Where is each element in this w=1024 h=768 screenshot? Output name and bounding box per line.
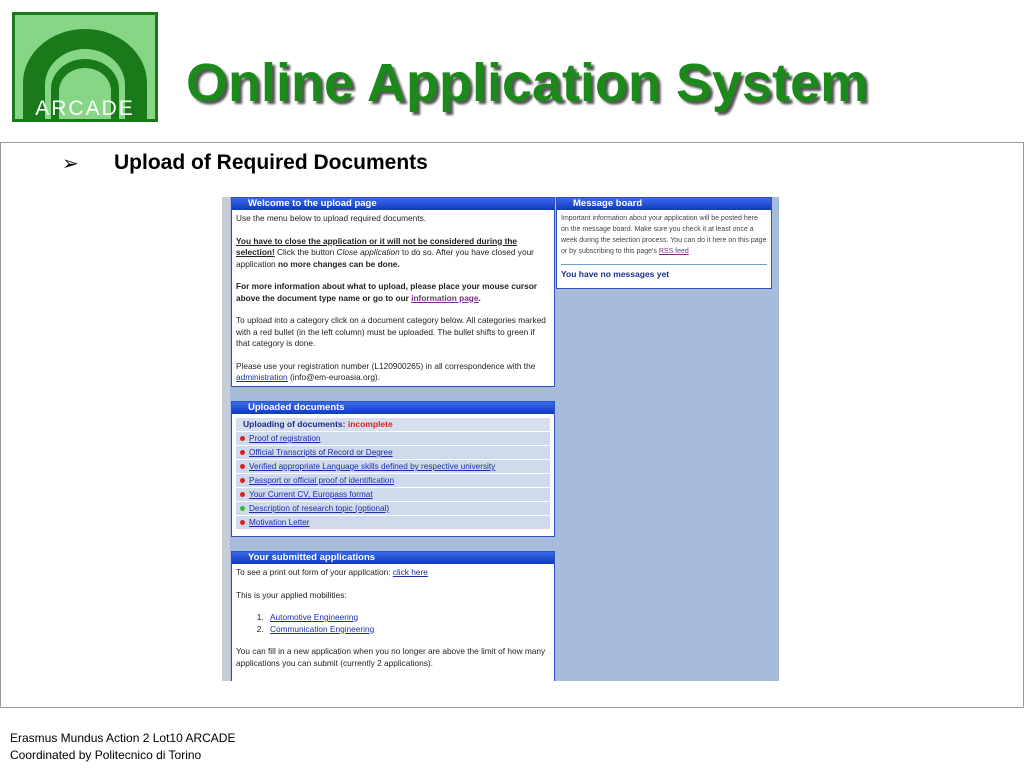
document-link[interactable]: Passport or official proof of identification (249, 476, 395, 485)
mobilities-label: This is your applied mobilities: (236, 589, 347, 600)
status-bullet-icon (240, 464, 245, 469)
document-row (236, 445, 550, 459)
logo-text: ARCADE (35, 97, 135, 119)
information-page-link[interactable]: information page (411, 292, 479, 303)
document-link[interactable]: Motivation Letter (249, 518, 310, 527)
status-bullet-icon (240, 492, 245, 497)
status-bullet-icon (240, 478, 245, 483)
bullet-arrow-icon: ➢ (62, 153, 79, 175)
upload-page-screenshot (222, 197, 779, 681)
left-sidebar-strip (222, 197, 230, 681)
document-link[interactable]: Official Transcripts of Record or Degree (249, 448, 393, 457)
mobility-link[interactable]: Automotive Engineering (270, 612, 359, 622)
message-status: You have no messages yet (561, 269, 670, 279)
submitted-applications-panel (231, 551, 555, 681)
uploaded-documents-header: Uploaded documents (232, 402, 554, 414)
upload-status-value: incomplete (347, 419, 393, 429)
submitted-applications-header: Your submitted applications (232, 552, 554, 564)
divider (561, 264, 767, 265)
mobility-item (266, 612, 550, 624)
welcome-intro: Use the menu below to upload required documents. (236, 213, 427, 223)
mobility-link[interactable]: Communication Engineering (270, 623, 375, 634)
more-info-notice: For more information about what to upload, please place your mouse cursor above the document type name or go to our information page. (236, 281, 538, 303)
print-click-here-link[interactable]: click here (392, 567, 428, 577)
message-board-info: Important information about your application will be posted here on the message board. Make sure you check it at least once a week during the selection process. You can do it here on this page or by subscribing to this page's RSS feed (561, 215, 767, 255)
application-limit-note: You can fill in a new application when you no longer are above the limit of how many applications you can submit (currently 2 applications). (236, 646, 546, 668)
close-application-notice: You have to close the application or it will not be considered during the selection! Click the button Close application to do so. After you have closed your application no more changes can be done. (236, 235, 534, 269)
registration-notice: Please use your registration number (L120900265) in all correspondence with the administration (info@em-euroasia.org). (236, 360, 536, 382)
bullet-heading: Upload of Required Documents (114, 151, 428, 174)
upload-status: Uploading of documents: incomplete (236, 418, 550, 431)
footer (10, 730, 235, 764)
message-board-panel (556, 197, 772, 289)
close-warning: You have to close the application or it will not be considered during the selection! (236, 235, 518, 257)
status-bullet-icon (240, 436, 245, 441)
document-link[interactable]: Verified appropriate Language skills defined by respective university (249, 462, 496, 471)
document-row (236, 515, 550, 529)
document-link[interactable]: Description of research topic (optional) (249, 504, 390, 513)
footer-line-2: Coordinated by Politecnico di Torino (10, 748, 202, 762)
arcade-logo (12, 12, 158, 122)
document-list (232, 431, 554, 529)
mobility-list (236, 612, 550, 635)
document-row (236, 459, 550, 473)
uploaded-documents-panel (231, 401, 555, 537)
document-link[interactable]: Your Current CV, Europass format (249, 490, 373, 499)
rss-feed-link[interactable]: RSS feed (658, 248, 689, 255)
slide-title: Online Application System (186, 53, 869, 113)
mobility-item (266, 624, 550, 636)
message-board-header: Message board (557, 198, 771, 210)
document-row (236, 431, 550, 445)
upload-instructions: To upload into a category click on a document category below. All categories marked with a red bullet (in the left column) must be uploaded. The bullet shifts to green if that category is done. (236, 315, 546, 348)
print-form-line: To see a print out form of your application: click here (236, 567, 428, 577)
status-bullet-icon (240, 506, 245, 511)
administration-link[interactable]: administration (236, 372, 288, 382)
document-row (236, 487, 550, 501)
document-link[interactable]: Proof of registration (249, 434, 321, 443)
status-bullet-icon (240, 450, 245, 455)
welcome-panel-header: Welcome to the upload page (232, 198, 554, 210)
document-row (236, 501, 550, 515)
welcome-panel (231, 197, 555, 387)
footer-line-1: Erasmus Mundus Action 2 Lot10 ARCADE (10, 731, 236, 745)
status-bullet-icon (240, 520, 245, 525)
document-row (236, 473, 550, 487)
